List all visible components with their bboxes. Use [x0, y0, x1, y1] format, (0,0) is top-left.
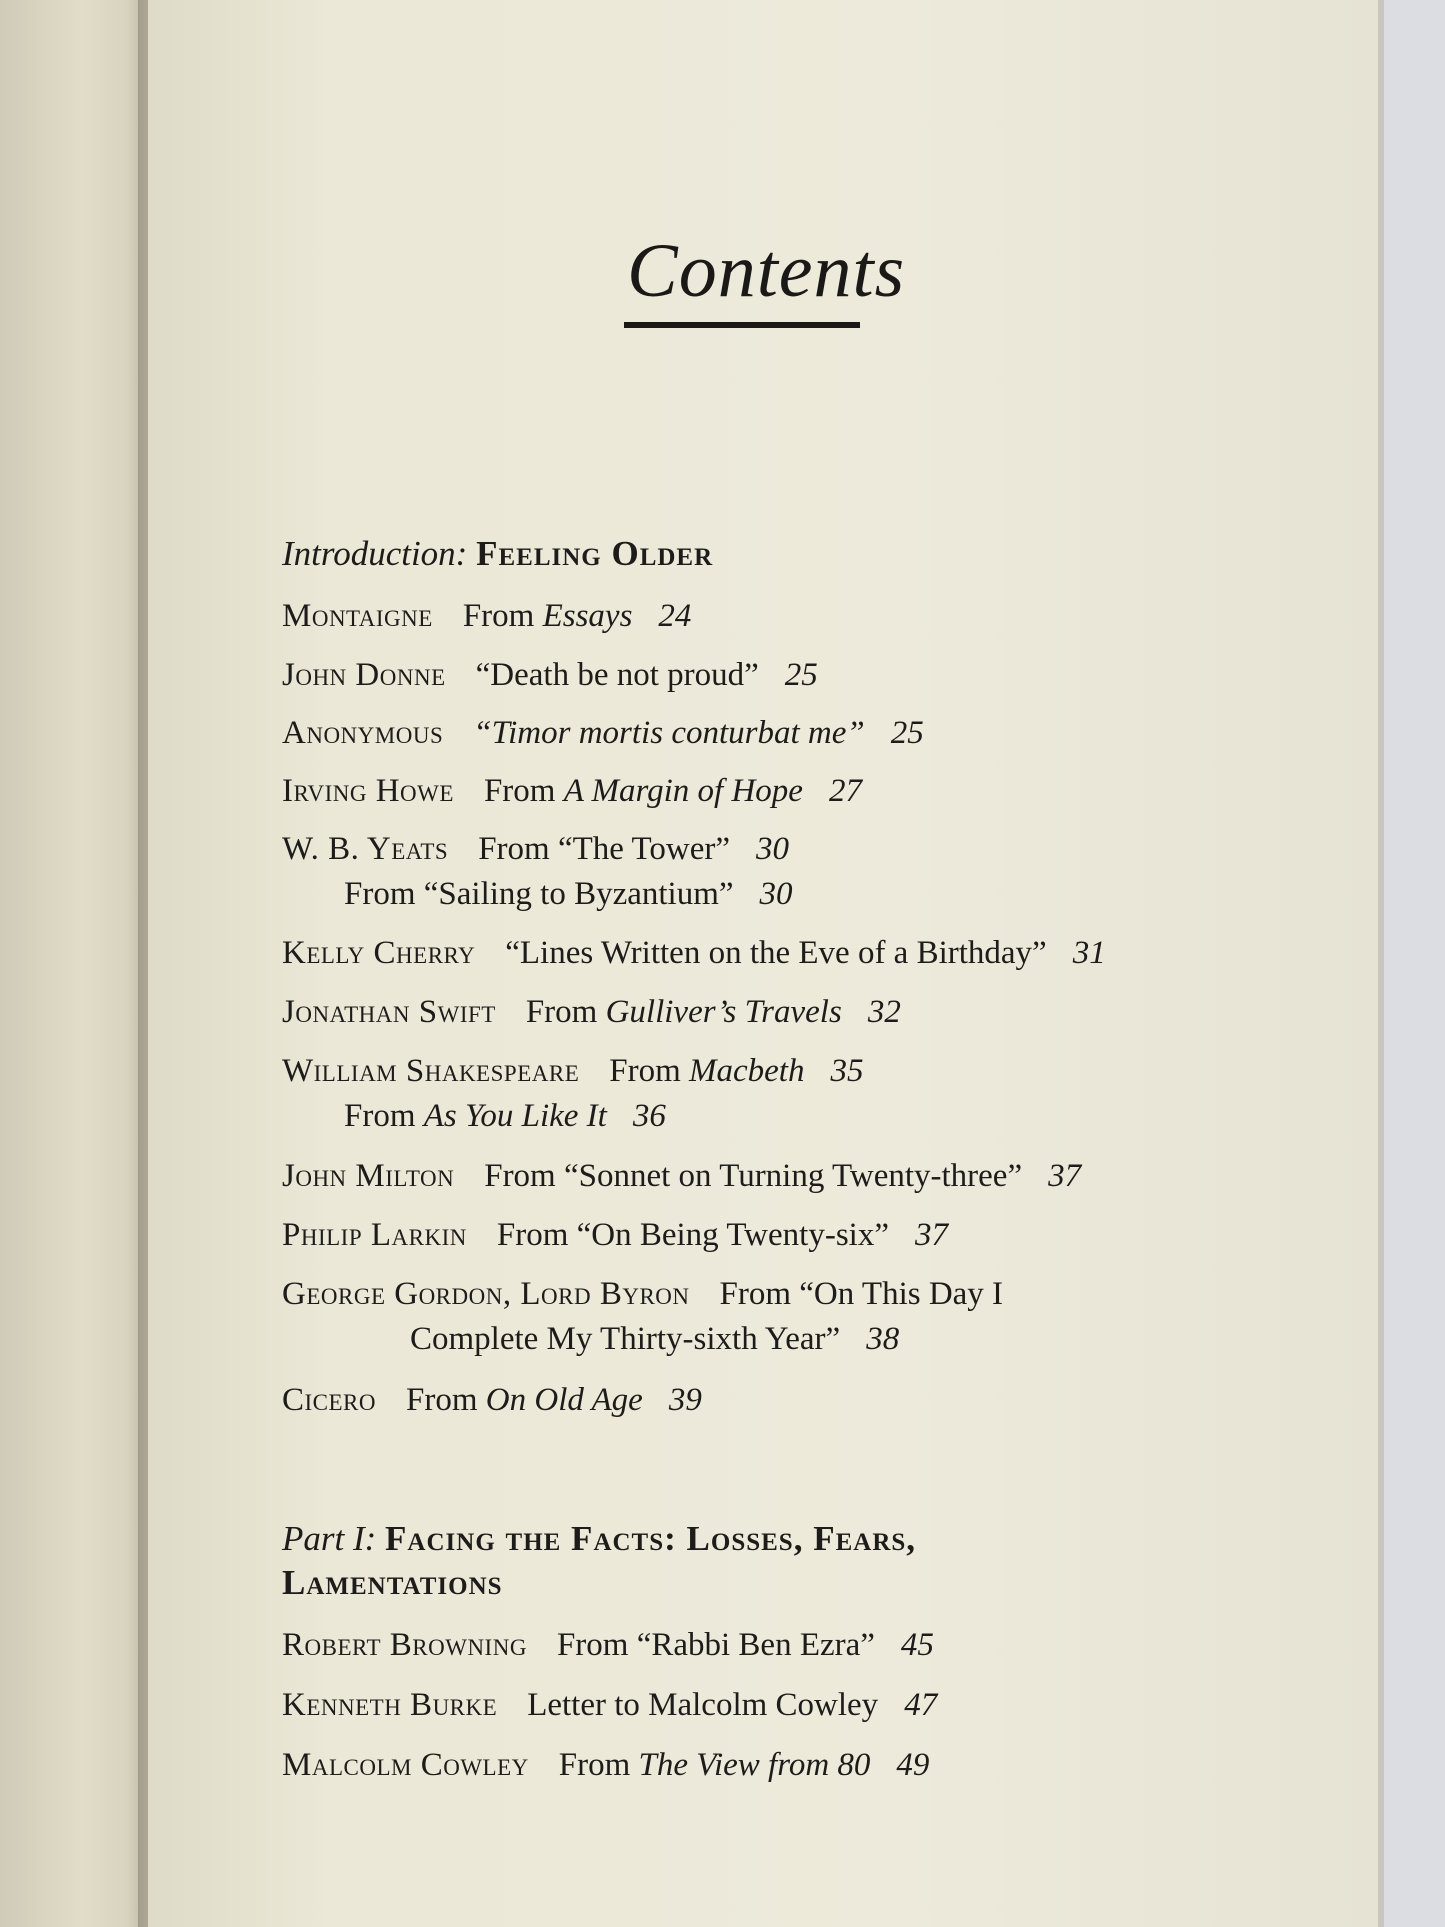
toc-entry: [282, 989, 901, 1035]
toc-entry: [282, 652, 818, 698]
entry-page-number: 39: [668, 1382, 702, 1418]
entry-prefix: From: [609, 1053, 690, 1089]
entry-prefix: Letter to Malcolm Cowley: [527, 1687, 879, 1723]
entry-page-number: 25: [784, 657, 818, 693]
entry-prefix: From: [483, 773, 564, 809]
title-underline: [624, 322, 860, 328]
entry-author: Cicero: [282, 1382, 377, 1418]
left-page: [0, 0, 150, 1927]
entry-work-title: “Timor mortis conturbat me”: [473, 715, 865, 751]
toc-entry: [282, 1271, 1003, 1317]
entry-page-number: 36: [632, 1098, 666, 1134]
toc-entry: [282, 1377, 702, 1423]
entry-page-number: 37: [914, 1217, 948, 1253]
entry-work-title: On Old Age: [485, 1382, 643, 1418]
toc-entry: [282, 593, 691, 639]
entry-author: Kelly Cherry: [282, 935, 476, 971]
entry-page-number: 30: [759, 876, 793, 912]
entry-page-number: 47: [904, 1687, 938, 1723]
toc-entry: [410, 1316, 899, 1362]
toc-entry: [282, 1742, 929, 1788]
entry-prefix: From “On This Day I: [719, 1276, 1004, 1312]
entry-author: Kenneth Burke: [282, 1687, 498, 1723]
section-heading-part-one: [282, 1517, 916, 1605]
entry-author: George Gordon, Lord Byron: [282, 1276, 690, 1312]
toc-entry: [344, 871, 793, 917]
toc-entry: [282, 710, 924, 756]
toc-entry: [282, 1153, 1081, 1199]
entry-page-number: 24: [658, 598, 692, 634]
entry-work-title: Essays: [542, 598, 633, 634]
entry-author: Montaigne: [282, 598, 433, 634]
entry-author: William Shakespeare: [282, 1053, 580, 1089]
entry-work-title: Macbeth: [689, 1053, 805, 1089]
entry-prefix: From “On Being Twenty-six”: [496, 1217, 889, 1253]
section-lead: Introduction:: [282, 534, 468, 573]
page-title: Contents: [627, 229, 906, 313]
entry-author: Robert Browning: [282, 1627, 527, 1663]
toc-entry: [282, 826, 789, 872]
entry-page-number: 35: [830, 1053, 864, 1089]
toc-entry: [282, 1682, 937, 1728]
entry-author: Jonathan Swift: [282, 994, 496, 1030]
entry-prefix: “Lines Written on the Eve of a Birthday”: [505, 935, 1047, 971]
toc-entry: [282, 768, 862, 814]
entry-author: John Milton: [282, 1158, 455, 1194]
entry-page-number: 27: [828, 773, 862, 809]
entry-prefix: From: [558, 1747, 639, 1783]
entry-author: Anonymous: [282, 715, 444, 751]
entry-work-title: A Margin of Hope: [563, 773, 803, 809]
toc-entry: [282, 1622, 934, 1668]
entry-work-title: The View from 80: [638, 1747, 871, 1783]
toc-entry: [282, 1212, 948, 1258]
entry-page-number: 31: [1072, 935, 1106, 971]
section-title: Facing the Facts: Losses, Fears,: [385, 1519, 917, 1558]
entry-page-number: 45: [900, 1627, 934, 1663]
entry-author: Philip Larkin: [282, 1217, 467, 1253]
entry-prefix: From “Rabbi Ben Ezra”: [556, 1627, 875, 1663]
entry-prefix: From “Sailing to Byzantium”: [344, 876, 734, 912]
page-edge: [1378, 0, 1384, 1927]
toc-entry: [282, 930, 1106, 976]
entry-page-number: 49: [896, 1747, 930, 1783]
entry-author: Malcolm Cowley: [282, 1747, 529, 1783]
toc-entry: [344, 1093, 666, 1139]
entry-author: W. B. Yeats: [282, 831, 449, 867]
section-title-continued: Lamentations: [282, 1563, 503, 1602]
entry-prefix: “Death be not proud”: [475, 657, 759, 693]
toc-entry: [282, 1048, 863, 1094]
entry-work-title: As You Like It: [423, 1098, 607, 1134]
section-title: Feeling Older: [476, 534, 714, 573]
entry-page-number: 30: [756, 831, 790, 867]
entry-prefix: From: [525, 994, 606, 1030]
entry-prefix: From “Sonnet on Turning Twenty-three”: [484, 1158, 1023, 1194]
entry-prefix: Complete My Thirty-sixth Year”: [410, 1321, 841, 1357]
entry-work-title: Gulliver’s Travels: [605, 994, 842, 1030]
entry-prefix: From “The Tower”: [478, 831, 731, 867]
entry-prefix: From: [462, 598, 543, 634]
entry-page-number: 25: [890, 715, 924, 751]
section-heading-introduction: [282, 532, 713, 576]
entry-page-number: 38: [866, 1321, 900, 1357]
entry-author: Irving Howe: [282, 773, 454, 809]
entry-page-number: 32: [867, 994, 901, 1030]
entry-prefix: From: [406, 1382, 486, 1418]
section-lead: Part I:: [282, 1519, 377, 1558]
entry-prefix: From: [344, 1098, 424, 1134]
entry-page-number: 37: [1048, 1158, 1082, 1194]
entry-author: John Donne: [282, 657, 446, 693]
